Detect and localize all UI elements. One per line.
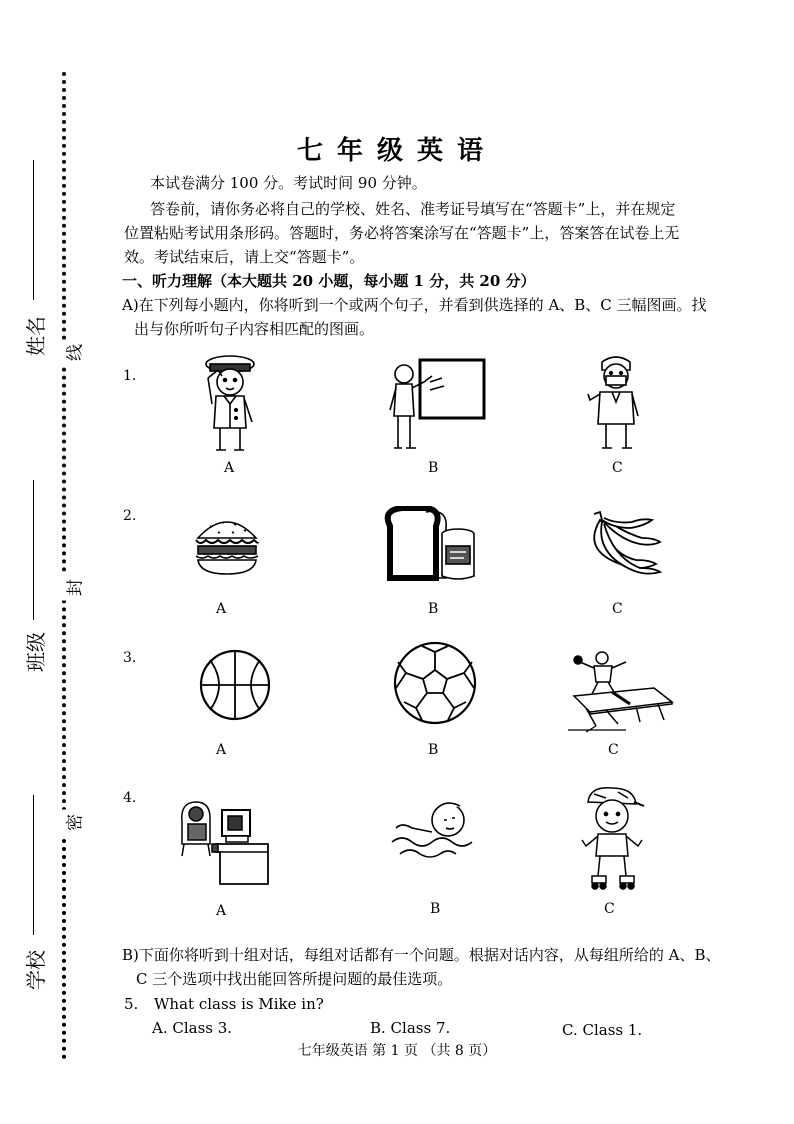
section-heading: 一、听力理解（本大题共 20 小题，每小题 1 分，共 20 分） bbox=[122, 272, 536, 290]
option-label: C bbox=[604, 901, 615, 917]
answer-option-b: B. Class 7. bbox=[370, 1019, 451, 1037]
question-number: 3. bbox=[123, 650, 137, 666]
seal-line-char: 线 bbox=[61, 340, 86, 366]
option-label: C bbox=[612, 601, 623, 617]
intro-line-2: 答卷前，请你务必将自己的学校、姓名、准考证号填写在“答题卡”上，并在规定 bbox=[150, 200, 676, 218]
binding-dotted-line bbox=[62, 72, 66, 1060]
school-write-line bbox=[33, 795, 34, 935]
answer-option-c: C. Class 1. bbox=[562, 1021, 643, 1039]
hamburger-picture bbox=[192, 512, 262, 576]
soccer-ball-picture bbox=[392, 640, 478, 726]
kid-roller-skating-picture bbox=[578, 784, 648, 894]
seal-close-char: 密 bbox=[61, 810, 86, 836]
police-officer-picture bbox=[196, 352, 266, 456]
question-number: 2. bbox=[123, 508, 137, 524]
option-label: A bbox=[224, 460, 235, 476]
part-a-instruction-1: A)在下列每小题内，你将听到一个或两个句子，并看到供选择的 A、B、C 三幅图画。找 bbox=[122, 296, 707, 314]
school-label: 学校 bbox=[24, 950, 48, 990]
page-title: 七年级英语 bbox=[296, 136, 497, 166]
page-footer: 七年级英语 第 1 页 （共 8 页） bbox=[297, 1043, 497, 1059]
boy-swimming-picture bbox=[390, 798, 474, 860]
option-label: B bbox=[430, 901, 441, 917]
option-label: A bbox=[216, 903, 227, 919]
class-write-line bbox=[33, 480, 34, 620]
name-write-line bbox=[33, 160, 34, 300]
option-label: B bbox=[428, 601, 439, 617]
part-a-instruction-2: 出与你所听句子内容相匹配的图画。 bbox=[134, 320, 375, 338]
option-label: C bbox=[608, 742, 619, 758]
question-5-text: What class is Mike in? bbox=[154, 995, 324, 1013]
option-label: B bbox=[428, 742, 439, 758]
part-b-instruction-1: B)下面你将听到十组对话，每组对话都有一个问题。根据对话内容，从每组所给的 A、B、 bbox=[122, 946, 721, 964]
ping-pong-table-picture bbox=[566, 648, 676, 734]
name-label: 姓名 bbox=[24, 316, 48, 356]
seal-seal-char: 封 bbox=[61, 575, 86, 601]
option-label: A bbox=[216, 601, 227, 617]
option-label: C bbox=[612, 460, 623, 476]
option-label: A bbox=[216, 742, 227, 758]
bananas-picture bbox=[580, 510, 664, 582]
bread-and-jam-picture bbox=[378, 506, 478, 582]
intro-line-4: 效。考试结束后，请上交“答题卡”。 bbox=[124, 248, 365, 266]
class-label: 班级 bbox=[24, 632, 48, 672]
doctor-picture bbox=[586, 352, 648, 456]
boy-at-computer-picture bbox=[176, 796, 270, 888]
question-number: 1. bbox=[123, 368, 137, 384]
intro-line-1: 本试卷满分 100 分。考试时间 90 分钟。 bbox=[150, 174, 427, 192]
answer-option-a: A. Class 3. bbox=[152, 1019, 233, 1037]
option-label: B bbox=[428, 460, 439, 476]
teacher-picture bbox=[386, 356, 488, 454]
question-number: 4. bbox=[123, 790, 137, 806]
part-b-instruction-2: C 三个选项中找出能回答所提问题的最佳选项。 bbox=[136, 970, 453, 988]
question-5-number: 5. bbox=[124, 995, 139, 1013]
basketball-picture bbox=[198, 648, 272, 722]
intro-line-3: 位置粘贴考试用条形码。答题时，务必将答案涂写在“答题卡”上，答案答在试卷上无 bbox=[124, 224, 680, 242]
